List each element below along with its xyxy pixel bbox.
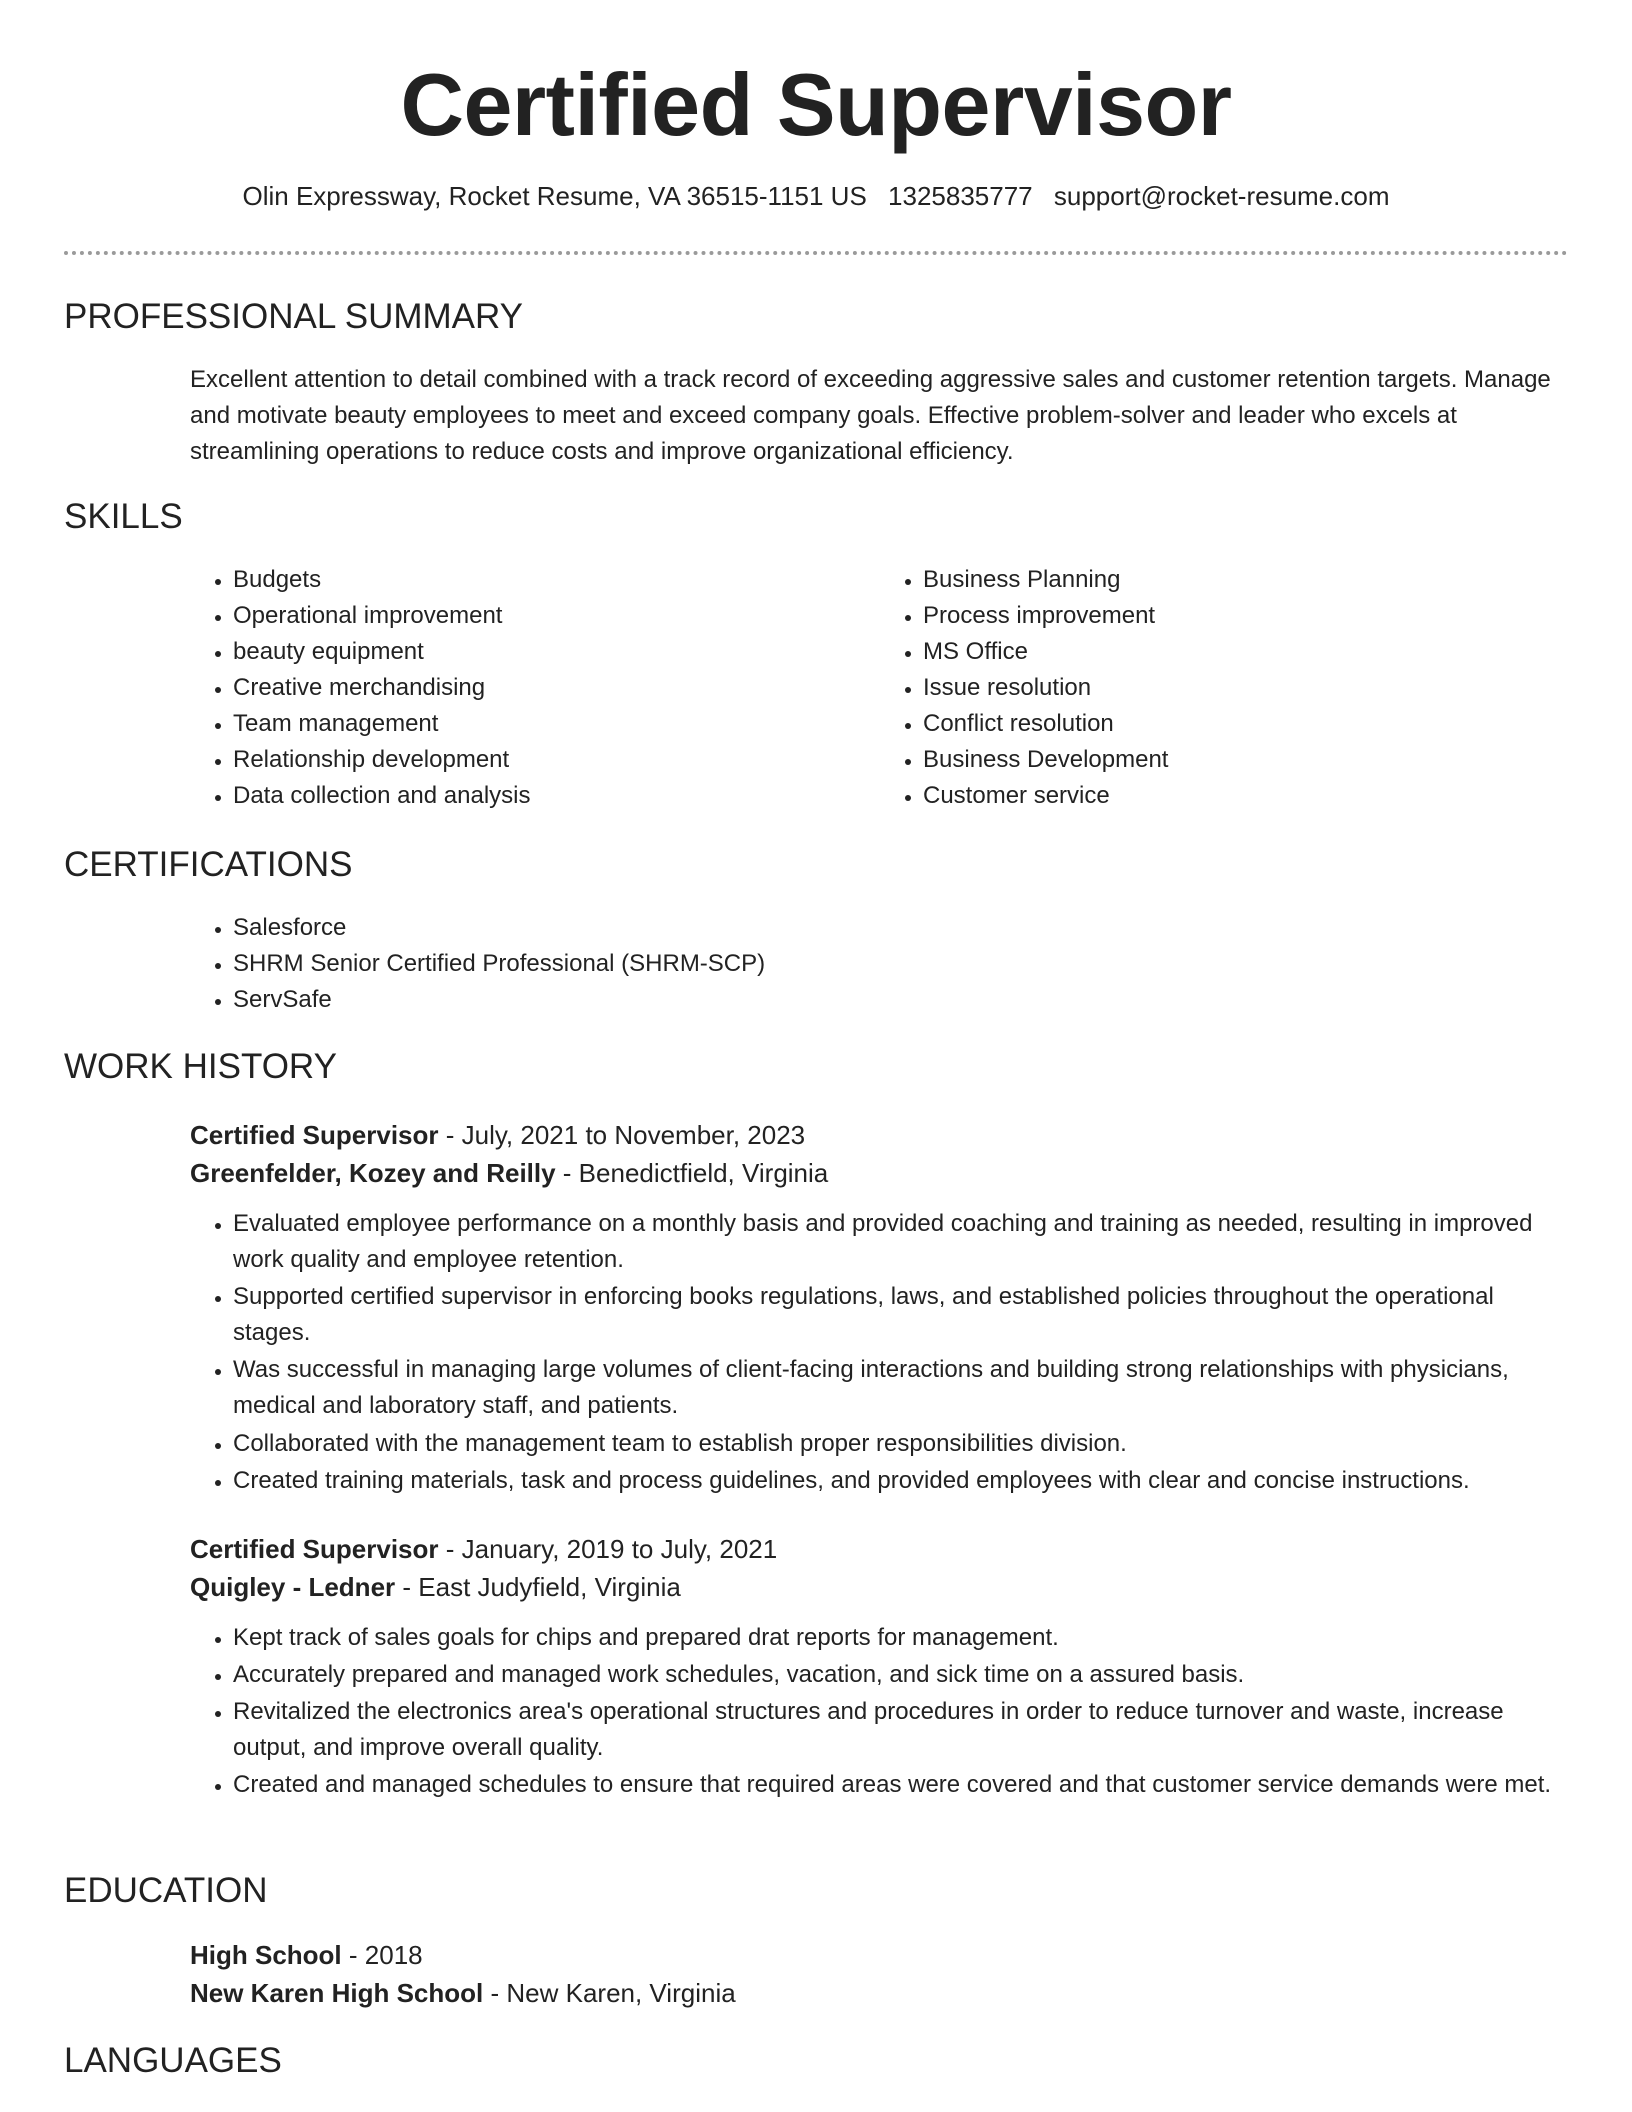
education-degree: High School <box>190 1940 342 1970</box>
education-section <box>190 1936 1570 2012</box>
certification-item: • Salesforce <box>233 910 1570 946</box>
certification-item: • ServSafe <box>233 982 1570 1018</box>
skill-item: • Budgets <box>233 562 880 598</box>
summary-heading: PROFESSIONAL SUMMARY <box>64 297 523 336</box>
skill-item: • Conflict resolution <box>923 706 1570 742</box>
job-bullet: • Created training materials, task and process guidelines, and provided employees with clear and concise instructions. <box>233 1463 1570 1499</box>
skill-item: • Relationship development <box>233 742 880 778</box>
job-bullets <box>190 1620 1570 1803</box>
job-role: Certified Supervisor <box>190 1534 439 1564</box>
resume-name: Certified Supervisor <box>400 55 1232 154</box>
job-bullet: • Supported certified supervisor in enforcing books regulations, laws, and established policies throughout the operational stages. <box>233 1279 1570 1351</box>
education-heading: EDUCATION <box>64 1871 268 1910</box>
certifications-section <box>190 910 1570 1018</box>
job-dates: - July, 2021 to November, 2023 <box>438 1120 806 1150</box>
contact-line <box>0 180 1632 214</box>
skill-item: • Creative merchandising <box>233 670 880 706</box>
work-history-heading: WORK HISTORY <box>64 1047 337 1086</box>
contact-address: Olin Expressway, Rocket Resume, VA 36515-1151 US <box>242 181 867 211</box>
education-school-line <box>190 1974 1570 2012</box>
job-bullet: • Kept track of sales goals for chips and prepared drat reports for management. <box>233 1620 1570 1656</box>
skill-item: • MS Office <box>923 634 1570 670</box>
skill-item: • Issue resolution <box>923 670 1570 706</box>
summary-text: Excellent attention to detail combined with a track record of exceeding aggressive sales and customer retention targets. Manage and motivate beauty employees to meet and exceed company goals. Effective problem-solver and leader who excels at streamlining operations to reduce costs and improve organizational efficiency. <box>190 366 1551 465</box>
education-degree-line <box>190 1936 1570 1974</box>
skill-item: • Operational improvement <box>233 598 880 634</box>
job-dates: - January, 2019 to July, 2021 <box>438 1534 778 1564</box>
skill-item: • Customer service <box>923 778 1570 814</box>
job-bullet: • Was successful in managing large volumes of client-facing interactions and building strong relationships with physicians, medical and laboratory staff, and patients. <box>233 1352 1570 1424</box>
job-company: Quigley - Ledner <box>190 1572 396 1602</box>
job-title-line <box>190 1530 1570 1568</box>
job-bullets <box>190 1206 1570 1499</box>
certifications-heading: CERTIFICATIONS <box>64 845 353 884</box>
skill-item: • Business Development <box>923 742 1570 778</box>
job-bullet: • Revitalized the electronics area's operational structures and procedures in order to reduce turnover and waste, increase output, and improve overall quality. <box>233 1694 1570 1766</box>
job-bullet: • Collaborated with the management team to establish proper responsibilities division. <box>233 1426 1570 1462</box>
job-company-line <box>190 1568 1570 1606</box>
skills-list-right <box>880 562 1570 814</box>
job-company-line <box>190 1154 1570 1192</box>
contact-phone: 1325835777 <box>888 181 1033 211</box>
skills-list-left <box>190 562 880 814</box>
skill-item: • Data collection and analysis <box>233 778 880 814</box>
certification-item: • SHRM Senior Certified Professional (SHRM-SCP) <box>233 946 1570 982</box>
job-title-line <box>190 1116 1570 1154</box>
education-location: - New Karen, Virginia <box>483 1978 736 2008</box>
job-bullet: • Created and managed schedules to ensure that required areas were covered and that customer service demands were met. <box>233 1767 1570 1803</box>
summary-section <box>190 362 1570 470</box>
job-bullet: • Evaluated employee performance on a monthly basis and provided coaching and training as needed, resulting in improved work quality and employee retention. <box>233 1206 1570 1278</box>
job-company: Greenfelder, Kozey and Reilly <box>190 1158 556 1188</box>
job-location: - East Judyfield, Virginia <box>395 1572 681 1602</box>
skill-item: • Team management <box>233 706 880 742</box>
job-location: - Benedictfield, Virginia <box>555 1158 829 1188</box>
education-year: - 2018 <box>341 1940 423 1970</box>
job-bullet: • Accurately prepared and managed work schedules, vacation, and sick time on a assured basis. <box>233 1657 1570 1693</box>
skill-item: • beauty equipment <box>233 634 880 670</box>
education-school: New Karen High School <box>190 1978 484 2008</box>
contact-email: support@rocket-resume.com <box>1053 181 1390 211</box>
skills-section <box>190 562 1570 814</box>
certifications-list <box>190 910 1570 1018</box>
skill-item: • Business Planning <box>923 562 1570 598</box>
header-divider <box>64 251 1568 255</box>
skill-item: • Process improvement <box>923 598 1570 634</box>
job-entry <box>190 1116 1570 1499</box>
skills-heading: SKILLS <box>64 497 183 536</box>
job-role: Certified Supervisor <box>190 1120 439 1150</box>
job-entry <box>190 1530 1570 1803</box>
languages-heading: LANGUAGES <box>64 2041 282 2080</box>
